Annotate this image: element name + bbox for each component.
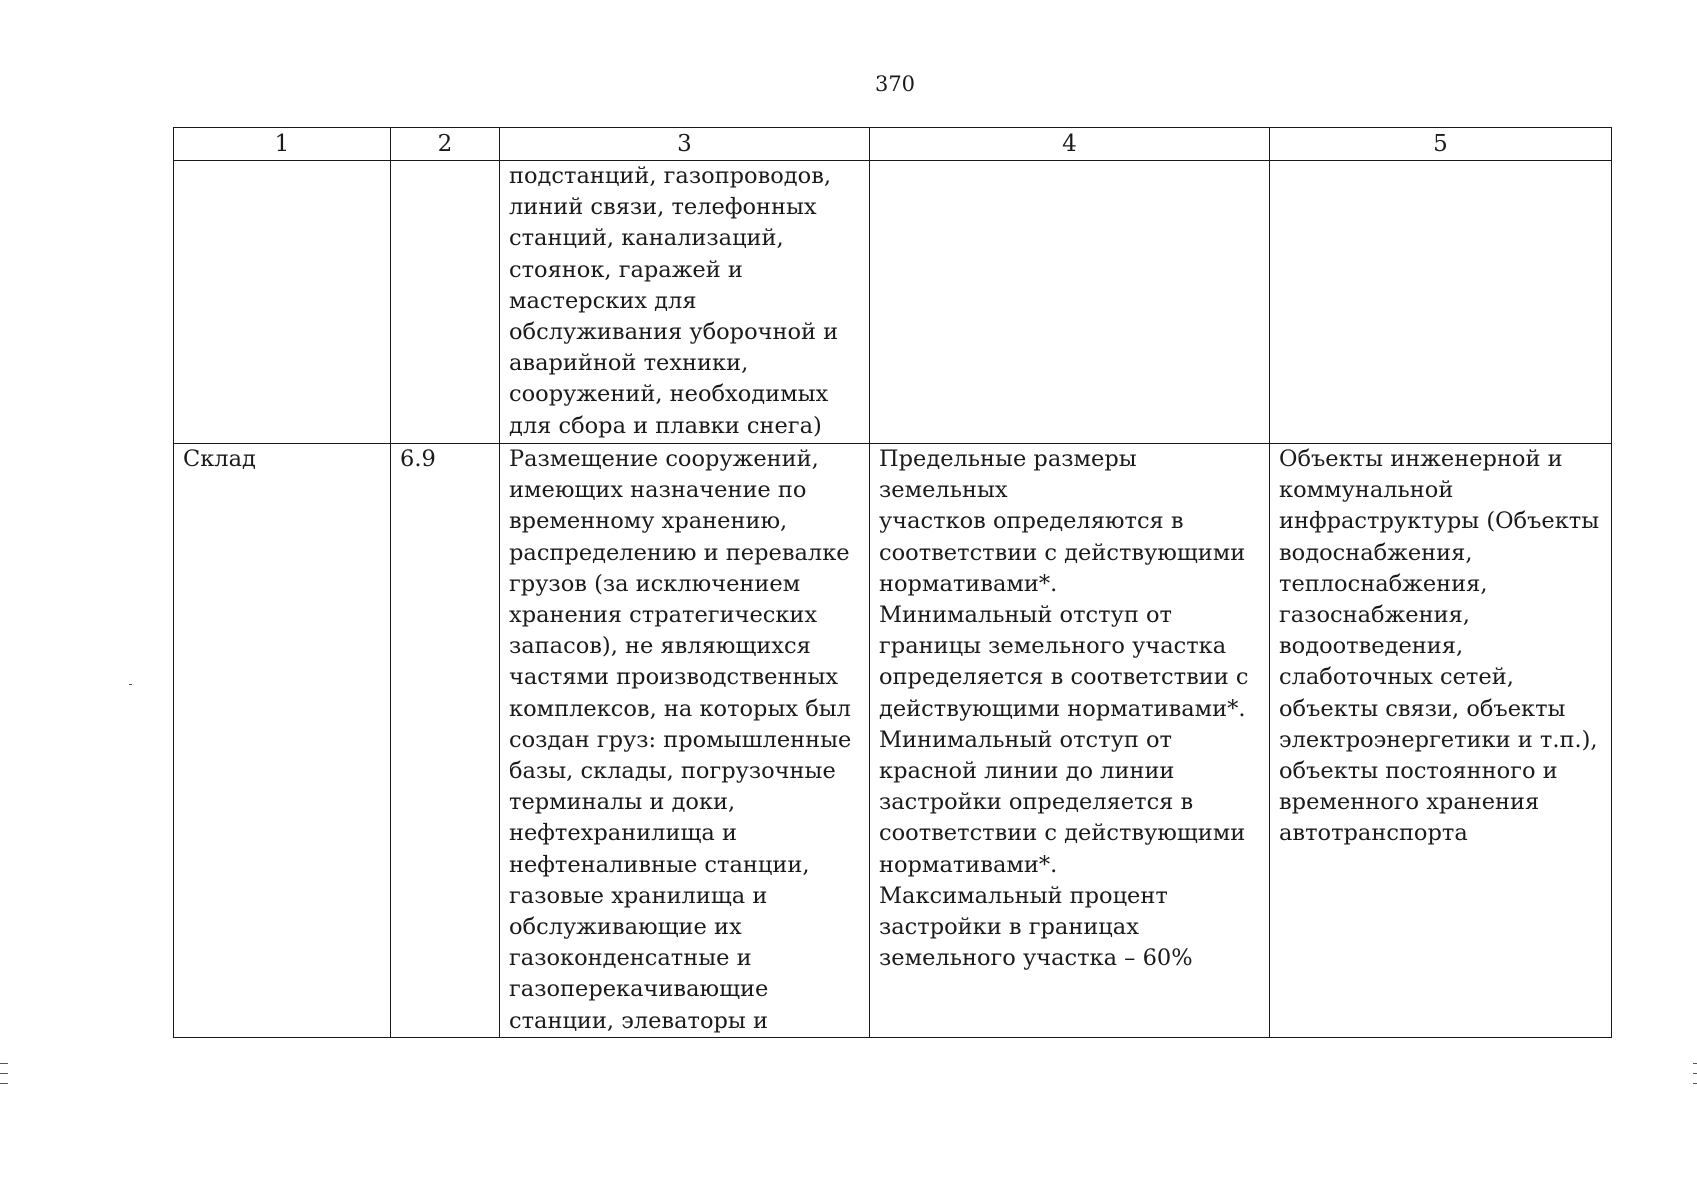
cell-name: Склад <box>174 444 391 1038</box>
column-header-1: 1 <box>174 128 391 161</box>
scan-mark-left <box>0 1063 8 1064</box>
header-row <box>174 128 1612 161</box>
scan-mark-right <box>1693 1063 1697 1064</box>
cell-objects: Объекты инженерной и коммунальной инфраструктуры (Объекты водоснабжения, теплоснабжения, газоснабжения, водоотведения, слаботочных сетей, объекты связи, объекты электроэнергетики и т.п.), объекты постоянного и временного хранения автотранспорта <box>1270 444 1612 1038</box>
cell-description: подстанций, газопроводов, линий связи, телефонных станций, канализаций, стоянок, гаражей и мастерских для обслуживания уборочной и аварийной техники, сооружений, необходимых для сбора и плавки снега) <box>500 161 870 444</box>
cell-code: 6.9 <box>391 444 500 1038</box>
scan-mark-right <box>1693 1073 1697 1074</box>
scan-mark-left <box>0 1083 8 1084</box>
cell-code <box>391 161 500 444</box>
cell-name <box>174 161 391 444</box>
column-header-4: 4 <box>870 128 1270 161</box>
scan-mark-left <box>0 1073 8 1074</box>
scan-mark-right <box>1693 1083 1697 1084</box>
cell-objects <box>1270 161 1612 444</box>
cell-description: Размещение сооружений, имеющих назначение по временному хранению, распределению и перевалке грузов (за исключением хранения стратегических запасов), не являющихся частями производственных комплексов, на которых был создан груз: промышленные базы, склады, погрузочные терминалы и доки, нефтехранилища и нефтеналивные станции, газовые хранилища и обслуживающие их газоконденсатные и газоперекачивающие станции, элеваторы и <box>500 444 870 1038</box>
page-number: 370 <box>874 72 916 96</box>
table-row-continuation <box>174 161 1612 444</box>
column-header-5: 5 <box>1270 128 1612 161</box>
scan-dot <box>129 684 132 685</box>
cell-parameters: Предельные размеры земельных участков определяются в соответствии с действующими нормативами*. Минимальный отступ от границы земельного участка определяется в соответствии с действующими нормативами*. Минимальный отступ от красной линии до линии застройки определяется в соответствии с действующими нормативами*. Максимальный процент застройки в границах земельного участка – 60% <box>870 444 1270 1038</box>
column-header-2: 2 <box>391 128 500 161</box>
regulation-table <box>173 127 1612 1038</box>
table-row-sklad <box>174 444 1612 1038</box>
column-header-3: 3 <box>500 128 870 161</box>
cell-parameters <box>870 161 1270 444</box>
